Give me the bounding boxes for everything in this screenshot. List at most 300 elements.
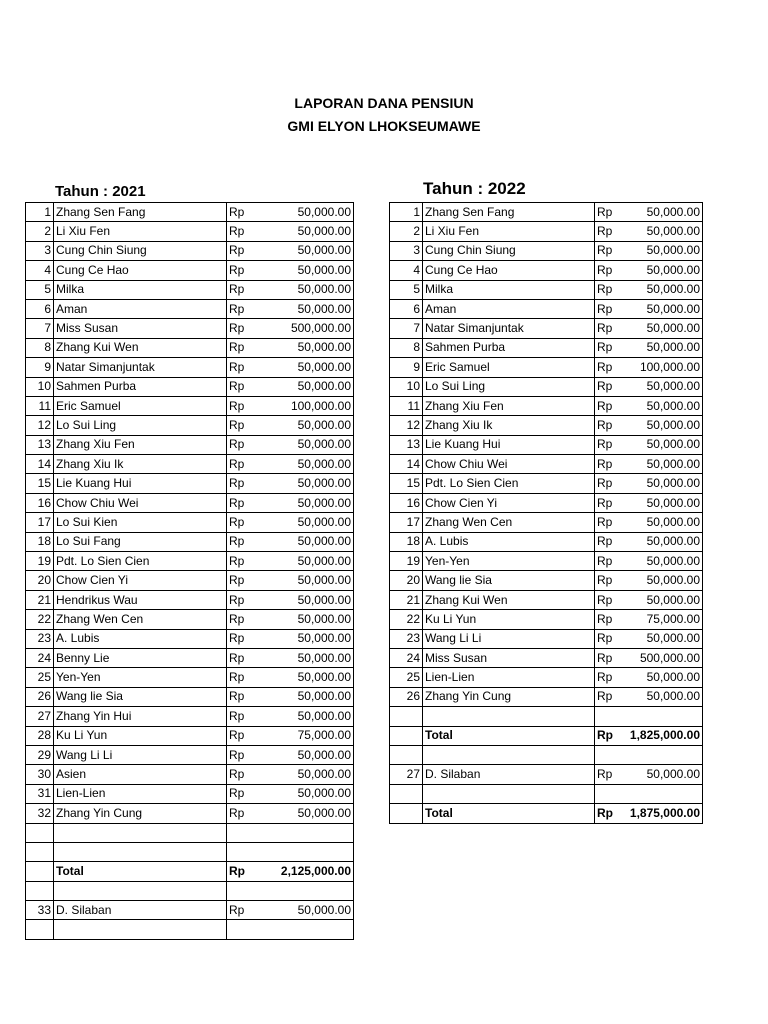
currency: Rp <box>227 629 264 648</box>
member-name: Zhang Xiu Ik <box>423 416 595 435</box>
row-number <box>390 726 423 745</box>
row-number: 13 <box>26 435 54 454</box>
member-name <box>423 707 595 726</box>
row-number: 7 <box>26 319 54 338</box>
amount: 50,000.00 <box>621 687 703 706</box>
table-row <box>390 455 703 474</box>
table-row <box>26 610 354 629</box>
member-name: Zhang Wen Cen <box>423 513 595 532</box>
member-name: Lie Kuang Hui <box>423 435 595 454</box>
row-number: 17 <box>26 513 54 532</box>
currency: Rp <box>595 571 621 590</box>
row-number: 16 <box>26 493 54 512</box>
currency <box>595 707 621 726</box>
row-number: 2 <box>26 222 54 241</box>
table-row <box>26 823 354 842</box>
row-number <box>26 920 54 939</box>
table-row <box>390 513 703 532</box>
currency: Rp <box>595 435 621 454</box>
currency: Rp <box>227 474 264 493</box>
member-name: Total <box>423 804 595 823</box>
amount: 100,000.00 <box>264 396 354 415</box>
row-number: 19 <box>390 552 423 571</box>
currency: Rp <box>227 261 264 280</box>
amount: 50,000.00 <box>264 804 354 823</box>
member-name: A. Lubis <box>54 629 227 648</box>
amount: 50,000.00 <box>264 203 354 222</box>
currency <box>227 842 264 861</box>
row-number: 21 <box>26 590 54 609</box>
currency <box>595 745 621 764</box>
currency: Rp <box>227 513 264 532</box>
row-number: 32 <box>26 804 54 823</box>
member-name: Lien-Lien <box>423 668 595 687</box>
table-row <box>26 396 354 415</box>
table-row <box>390 610 703 629</box>
row-number: 5 <box>390 280 423 299</box>
member-name: Natar Simanjuntak <box>54 358 227 377</box>
table-row <box>26 435 354 454</box>
member-name: Lo Sui Fang <box>54 532 227 551</box>
member-name: Zhang Xiu Ik <box>54 455 227 474</box>
currency: Rp <box>227 396 264 415</box>
currency: Rp <box>227 222 264 241</box>
amount: 500,000.00 <box>264 319 354 338</box>
currency: Rp <box>227 358 264 377</box>
table-row <box>26 920 354 939</box>
row-number: 4 <box>26 261 54 280</box>
row-number: 25 <box>390 668 423 687</box>
row-number: 23 <box>390 629 423 648</box>
currency <box>227 920 264 939</box>
currency: Rp <box>595 610 621 629</box>
amount: 50,000.00 <box>264 687 354 706</box>
report-title: LAPORAN DANA PENSIUN <box>294 95 474 111</box>
member-name: Chow Cien Yi <box>423 493 595 512</box>
currency: Rp <box>595 358 621 377</box>
row-number: 9 <box>390 358 423 377</box>
member-name: Zhang Xiu Fen <box>423 396 595 415</box>
table-row <box>26 726 354 745</box>
table-row <box>26 745 354 764</box>
member-name: Zhang Yin Hui <box>54 707 227 726</box>
table-row <box>26 474 354 493</box>
currency: Rp <box>595 804 621 823</box>
member-name: Eric Samuel <box>423 358 595 377</box>
member-name: Eric Samuel <box>54 396 227 415</box>
member-name: Aman <box>54 299 227 318</box>
table-row <box>390 648 703 667</box>
row-number: 29 <box>26 745 54 764</box>
amount: 50,000.00 <box>621 299 703 318</box>
row-number: 5 <box>26 280 54 299</box>
table-row <box>390 687 703 706</box>
currency: Rp <box>595 203 621 222</box>
currency: Rp <box>227 687 264 706</box>
member-name: D. Silaban <box>54 901 227 920</box>
row-number: 19 <box>26 552 54 571</box>
table-row <box>26 552 354 571</box>
member-name: Wang lie Sia <box>54 687 227 706</box>
row-number: 16 <box>390 493 423 512</box>
currency: Rp <box>227 299 264 318</box>
table-row <box>390 629 703 648</box>
row-number: 20 <box>26 571 54 590</box>
table-row <box>26 571 354 590</box>
table-row <box>26 513 354 532</box>
amount: 50,000.00 <box>264 552 354 571</box>
member-name: Lien-Lien <box>54 784 227 803</box>
amount: 50,000.00 <box>621 455 703 474</box>
member-name <box>54 920 227 939</box>
table-row <box>26 299 354 318</box>
currency: Rp <box>227 338 264 357</box>
amount: 50,000.00 <box>621 396 703 415</box>
member-name: Sahmen Purba <box>54 377 227 396</box>
row-number: 10 <box>26 377 54 396</box>
row-number: 30 <box>26 765 54 784</box>
row-number: 28 <box>26 726 54 745</box>
row-number: 26 <box>26 687 54 706</box>
amount: 50,000.00 <box>264 493 354 512</box>
member-name: Sahmen Purba <box>423 338 595 357</box>
currency: Rp <box>227 726 264 745</box>
member-name: Zhang Sen Fang <box>423 203 595 222</box>
member-name: Aman <box>423 299 595 318</box>
member-name: Zhang Sen Fang <box>54 203 227 222</box>
currency: Rp <box>227 784 264 803</box>
member-name: D. Silaban <box>423 765 595 784</box>
amount: 50,000.00 <box>621 203 703 222</box>
currency: Rp <box>595 222 621 241</box>
member-name: A. Lubis <box>423 532 595 551</box>
table-row <box>390 493 703 512</box>
amount: 50,000.00 <box>264 338 354 357</box>
amount: 50,000.00 <box>264 241 354 260</box>
amount: 50,000.00 <box>264 901 354 920</box>
member-name <box>423 784 595 803</box>
currency: Rp <box>227 280 264 299</box>
amount: 2,125,000.00 <box>264 862 354 881</box>
row-number: 2 <box>390 222 423 241</box>
table-row <box>390 377 703 396</box>
member-name: Cung Chin Siung <box>54 241 227 260</box>
amount: 50,000.00 <box>264 299 354 318</box>
pension-table-2022 <box>389 202 703 824</box>
amount <box>264 842 354 861</box>
amount: 75,000.00 <box>264 726 354 745</box>
table-row <box>390 532 703 551</box>
member-name: Zhang Yin Cung <box>423 687 595 706</box>
member-name <box>54 823 227 842</box>
currency <box>227 881 264 900</box>
row-number: 7 <box>390 319 423 338</box>
amount <box>264 920 354 939</box>
table-row <box>26 707 354 726</box>
amount: 50,000.00 <box>264 435 354 454</box>
amount: 50,000.00 <box>621 319 703 338</box>
member-name: Pdt. Lo Sien Cien <box>423 474 595 493</box>
currency: Rp <box>227 590 264 609</box>
amount: 50,000.00 <box>264 648 354 667</box>
amount: 50,000.00 <box>621 590 703 609</box>
row-number <box>26 862 54 881</box>
currency: Rp <box>227 765 264 784</box>
table-row <box>26 687 354 706</box>
currency: Rp <box>227 532 264 551</box>
row-number: 10 <box>390 377 423 396</box>
total-row <box>390 804 703 823</box>
row-number: 18 <box>26 532 54 551</box>
amount: 50,000.00 <box>264 571 354 590</box>
amount: 50,000.00 <box>264 416 354 435</box>
currency: Rp <box>595 726 621 745</box>
amount: 50,000.00 <box>264 532 354 551</box>
currency: Rp <box>227 571 264 590</box>
table-row <box>390 261 703 280</box>
table-row <box>390 396 703 415</box>
table-row <box>26 241 354 260</box>
amount: 50,000.00 <box>264 668 354 687</box>
member-name: Li Xiu Fen <box>423 222 595 241</box>
table-row <box>26 765 354 784</box>
table-row <box>26 881 354 900</box>
row-number: 6 <box>26 299 54 318</box>
member-name: Miss Susan <box>423 648 595 667</box>
amount: 50,000.00 <box>264 784 354 803</box>
row-number: 8 <box>390 338 423 357</box>
currency: Rp <box>595 280 621 299</box>
row-number <box>26 842 54 861</box>
amount: 50,000.00 <box>264 222 354 241</box>
table-row <box>26 358 354 377</box>
row-number: 31 <box>26 784 54 803</box>
row-number: 1 <box>26 203 54 222</box>
amount: 50,000.00 <box>621 552 703 571</box>
table-row <box>390 203 703 222</box>
table-row <box>390 435 703 454</box>
amount: 50,000.00 <box>264 474 354 493</box>
row-number: 23 <box>26 629 54 648</box>
currency: Rp <box>227 707 264 726</box>
table-row <box>390 590 703 609</box>
total-row <box>26 862 354 881</box>
currency: Rp <box>595 455 621 474</box>
row-number: 6 <box>390 299 423 318</box>
amount: 500,000.00 <box>621 648 703 667</box>
member-name: Lo Sui Kien <box>54 513 227 532</box>
currency: Rp <box>227 745 264 764</box>
pension-table-2021 <box>25 202 354 940</box>
row-number: 13 <box>390 435 423 454</box>
amount: 50,000.00 <box>621 222 703 241</box>
currency: Rp <box>595 590 621 609</box>
amount: 50,000.00 <box>264 590 354 609</box>
row-number: 33 <box>26 901 54 920</box>
currency: Rp <box>595 513 621 532</box>
row-number: 8 <box>26 338 54 357</box>
member-name: Lie Kuang Hui <box>54 474 227 493</box>
row-number: 12 <box>390 416 423 435</box>
currency: Rp <box>227 416 264 435</box>
member-name: Pdt. Lo Sien Cien <box>54 552 227 571</box>
member-name: Miss Susan <box>54 319 227 338</box>
currency: Rp <box>227 610 264 629</box>
table-row <box>26 203 354 222</box>
amount: 50,000.00 <box>264 455 354 474</box>
member-name: Zhang Wen Cen <box>54 610 227 629</box>
currency: Rp <box>595 319 621 338</box>
table-row <box>26 261 354 280</box>
table-row <box>390 707 703 726</box>
row-number <box>390 784 423 803</box>
row-number <box>390 707 423 726</box>
amount: 50,000.00 <box>621 532 703 551</box>
amount: 50,000.00 <box>264 358 354 377</box>
currency: Rp <box>227 493 264 512</box>
member-name: Wang lie Sia <box>423 571 595 590</box>
member-name: Lo Sui Ling <box>423 377 595 396</box>
table-row <box>26 532 354 551</box>
table-row <box>26 222 354 241</box>
currency: Rp <box>227 804 264 823</box>
currency: Rp <box>227 377 264 396</box>
member-name: Asien <box>54 765 227 784</box>
member-name: Yen-Yen <box>423 552 595 571</box>
table-row <box>390 280 703 299</box>
currency: Rp <box>595 474 621 493</box>
row-number: 3 <box>390 241 423 260</box>
table-row <box>390 745 703 764</box>
amount: 50,000.00 <box>264 745 354 764</box>
currency: Rp <box>595 629 621 648</box>
currency: Rp <box>595 396 621 415</box>
table-row <box>390 784 703 803</box>
row-number: 27 <box>26 707 54 726</box>
row-number: 24 <box>390 648 423 667</box>
member-name: Li Xiu Fen <box>54 222 227 241</box>
table-row <box>26 338 354 357</box>
table-row <box>26 629 354 648</box>
amount <box>621 707 703 726</box>
currency <box>595 784 621 803</box>
member-name <box>423 745 595 764</box>
amount: 50,000.00 <box>264 707 354 726</box>
table-row <box>390 765 703 784</box>
table-row <box>26 416 354 435</box>
member-name: Chow Chiu Wei <box>423 455 595 474</box>
member-name: Chow Chiu Wei <box>54 493 227 512</box>
row-number <box>26 823 54 842</box>
member-name: Lo Sui Ling <box>54 416 227 435</box>
amount: 1,875,000.00 <box>621 804 703 823</box>
amount: 50,000.00 <box>621 474 703 493</box>
row-number: 22 <box>390 610 423 629</box>
row-number: 11 <box>390 396 423 415</box>
row-number: 26 <box>390 687 423 706</box>
row-number: 22 <box>26 610 54 629</box>
row-number: 18 <box>390 532 423 551</box>
row-number: 24 <box>26 648 54 667</box>
currency: Rp <box>595 377 621 396</box>
year-2021-label: Tahun : 2021 <box>55 183 146 200</box>
currency: Rp <box>227 901 264 920</box>
amount: 1,825,000.00 <box>621 726 703 745</box>
member-name: Wang Li Li <box>54 745 227 764</box>
currency: Rp <box>227 668 264 687</box>
amount: 50,000.00 <box>264 513 354 532</box>
year-2022-label: Tahun : 2022 <box>423 179 526 198</box>
amount: 50,000.00 <box>264 280 354 299</box>
table-row <box>390 416 703 435</box>
table-row <box>26 901 354 920</box>
currency: Rp <box>227 241 264 260</box>
currency <box>227 823 264 842</box>
currency: Rp <box>227 862 264 881</box>
amount: 50,000.00 <box>621 513 703 532</box>
member-name <box>54 842 227 861</box>
member-name: Total <box>54 862 227 881</box>
currency: Rp <box>227 648 264 667</box>
amount: 50,000.00 <box>621 668 703 687</box>
table-row <box>26 842 354 861</box>
currency: Rp <box>595 765 621 784</box>
table-row <box>390 319 703 338</box>
member-name: Yen-Yen <box>54 668 227 687</box>
currency: Rp <box>595 648 621 667</box>
amount: 50,000.00 <box>621 765 703 784</box>
table-row <box>390 668 703 687</box>
table-row <box>390 338 703 357</box>
row-number <box>390 745 423 764</box>
row-number: 17 <box>390 513 423 532</box>
member-name: Chow Cien Yi <box>54 571 227 590</box>
amount: 50,000.00 <box>264 629 354 648</box>
table-row <box>26 590 354 609</box>
table-row <box>26 280 354 299</box>
currency: Rp <box>227 435 264 454</box>
currency: Rp <box>227 319 264 338</box>
currency: Rp <box>595 241 621 260</box>
currency: Rp <box>595 687 621 706</box>
row-number: 15 <box>390 474 423 493</box>
member-name <box>54 881 227 900</box>
table-row <box>390 241 703 260</box>
currency: Rp <box>595 552 621 571</box>
amount: 50,000.00 <box>621 280 703 299</box>
table-row <box>390 571 703 590</box>
row-number: 21 <box>390 590 423 609</box>
row-number: 15 <box>26 474 54 493</box>
amount: 50,000.00 <box>621 435 703 454</box>
amount: 50,000.00 <box>621 416 703 435</box>
currency: Rp <box>595 261 621 280</box>
member-name: Milka <box>423 280 595 299</box>
table-row <box>390 299 703 318</box>
currency: Rp <box>227 455 264 474</box>
currency: Rp <box>595 668 621 687</box>
amount: 50,000.00 <box>621 261 703 280</box>
member-name: Milka <box>54 280 227 299</box>
amount <box>621 784 703 803</box>
amount: 50,000.00 <box>621 629 703 648</box>
total-row <box>390 726 703 745</box>
table-row <box>26 319 354 338</box>
row-number: 27 <box>390 765 423 784</box>
row-number: 12 <box>26 416 54 435</box>
amount: 50,000.00 <box>264 377 354 396</box>
amount <box>621 745 703 764</box>
